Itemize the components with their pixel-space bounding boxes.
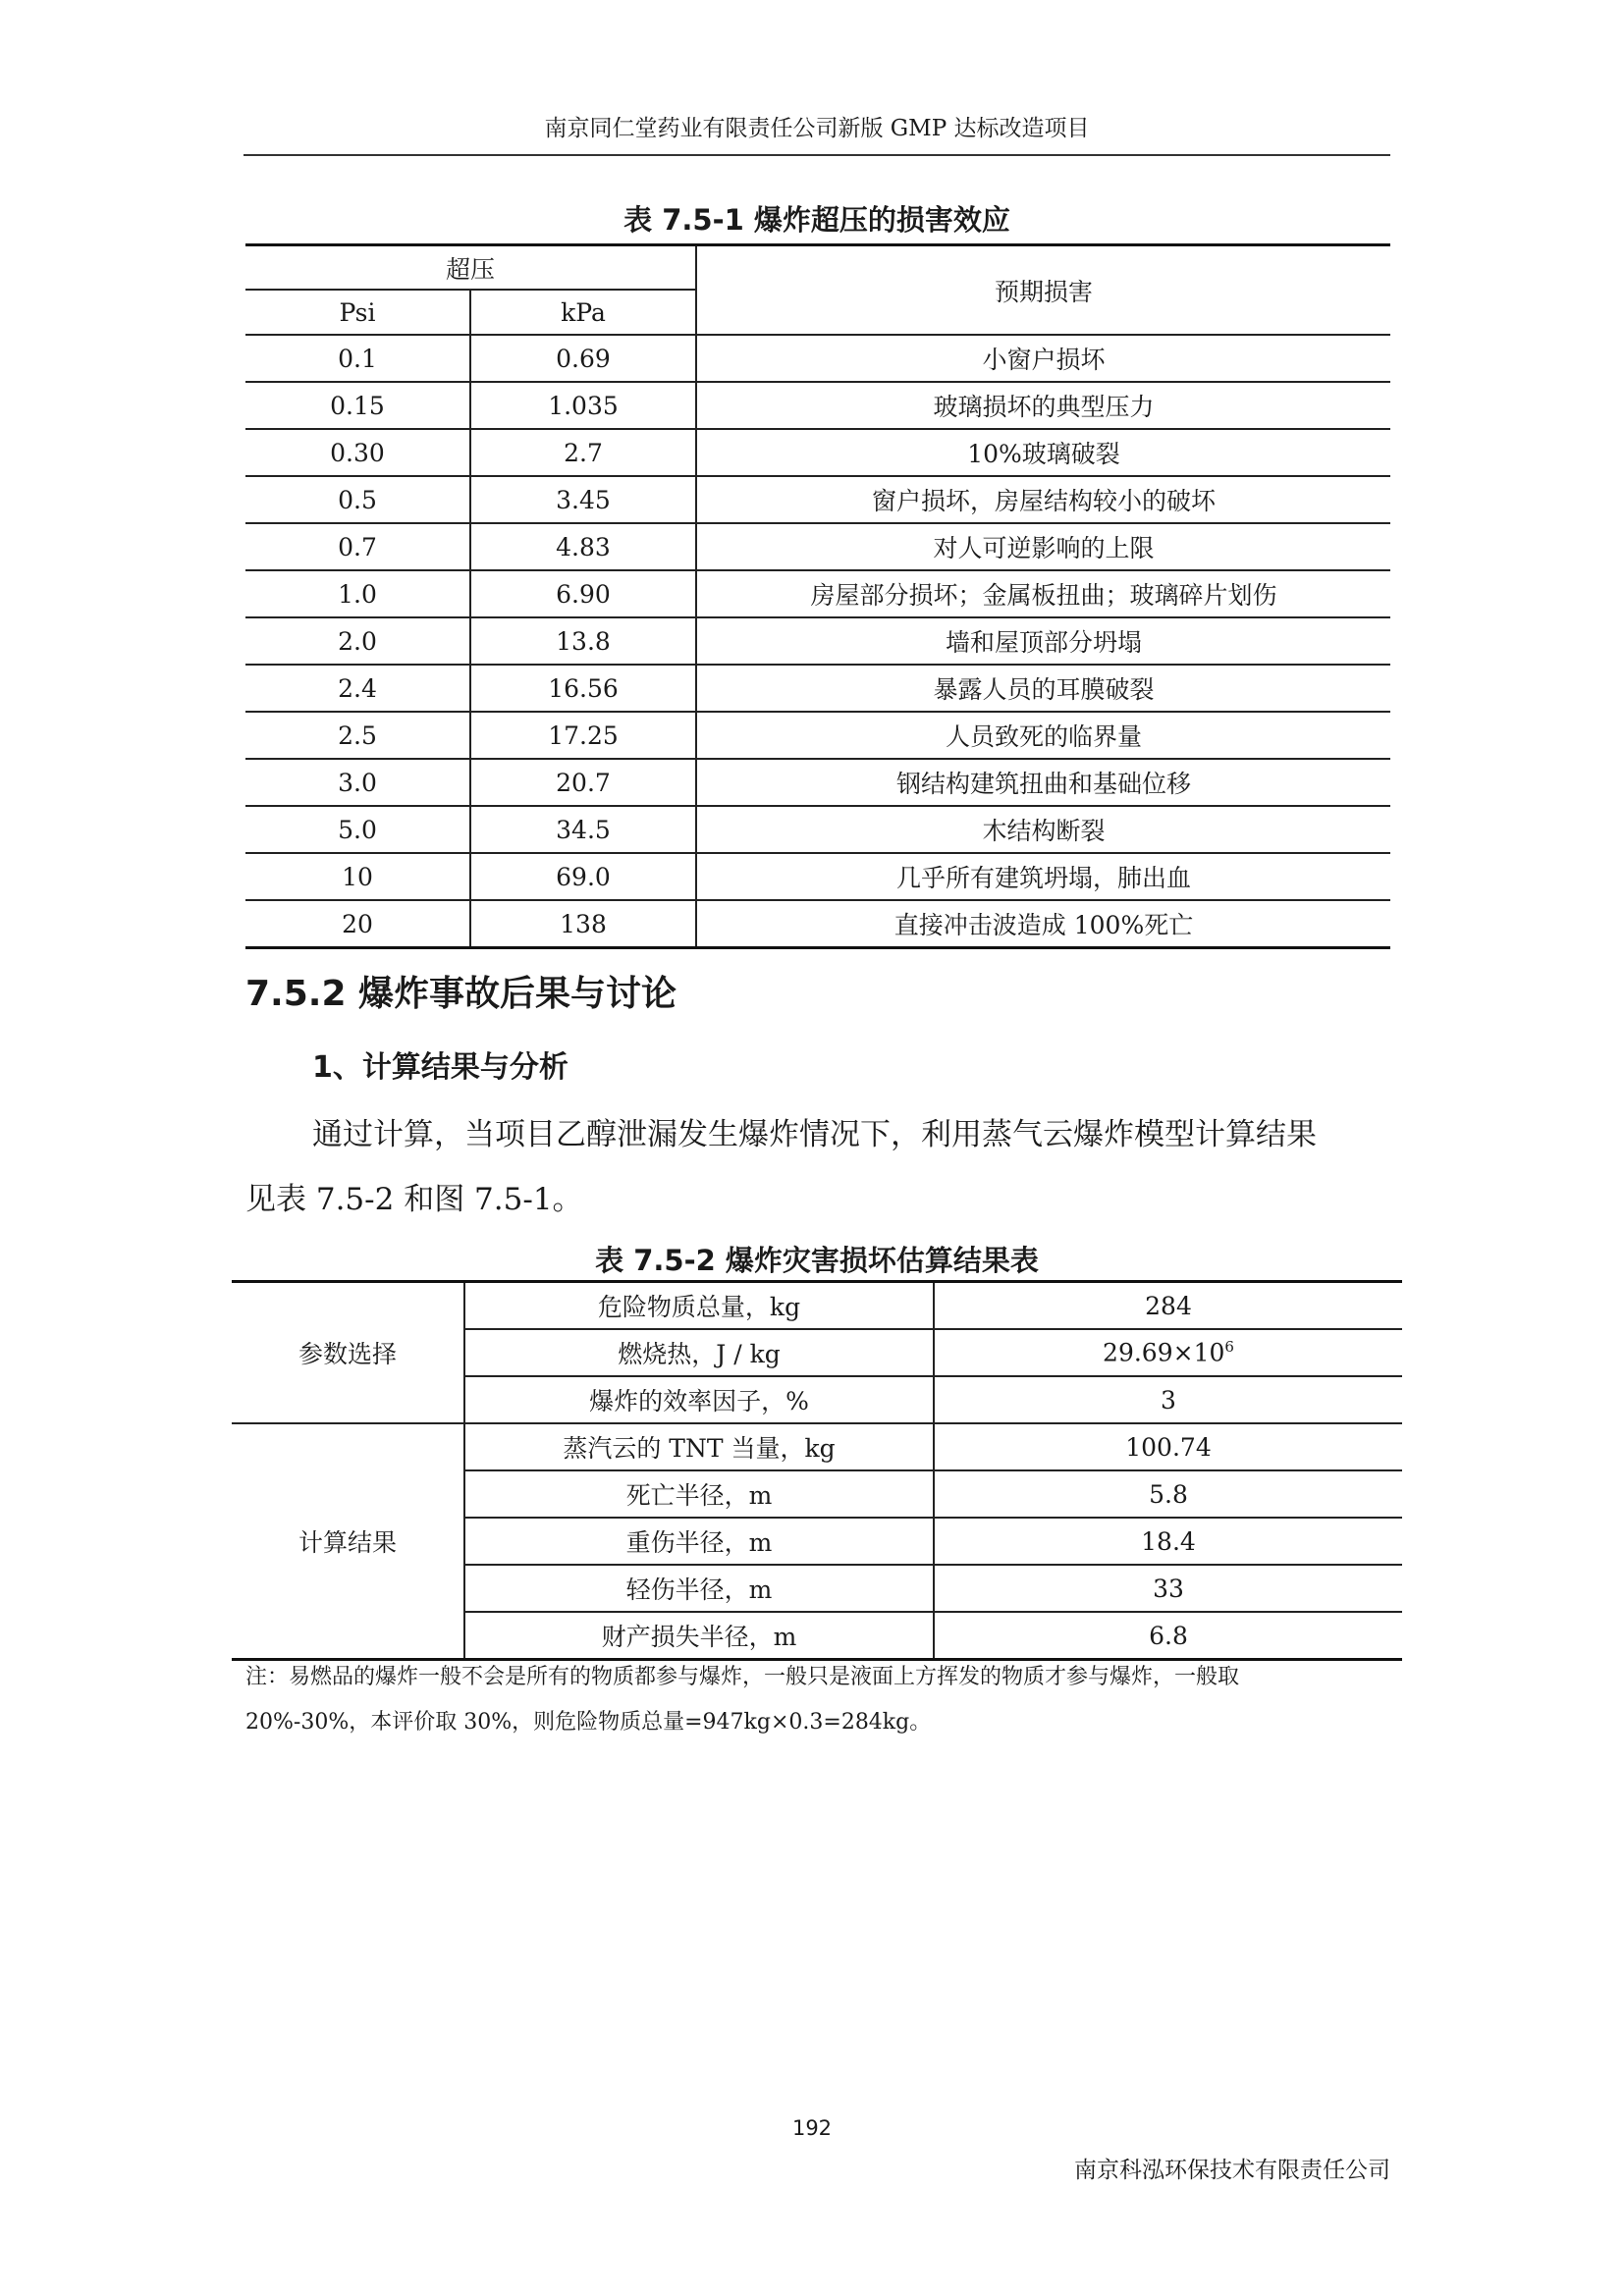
value-cell: 33 xyxy=(934,1565,1402,1612)
psi-cell: 0.30 xyxy=(245,429,470,476)
kpa-cell: 2.7 xyxy=(470,429,696,476)
header-expected-damage: 预期损害 xyxy=(696,245,1390,336)
param-cell: 爆炸的效率因子，% xyxy=(464,1376,934,1423)
subsection-heading: 1、计算结果与分析 xyxy=(312,1050,568,1085)
value-text: 29.69×10 xyxy=(1103,1338,1225,1367)
table-row xyxy=(245,382,1390,429)
psi-cell: 2.5 xyxy=(245,712,470,759)
kpa-cell: 0.69 xyxy=(470,335,696,382)
table-row xyxy=(245,900,1390,948)
table-note-line: 注：易燃品的爆炸一般不会是所有的物质都参与爆炸，一般只是液面上方挥发的物质才参与爆炸，一般取 xyxy=(245,1665,1240,1689)
table-row xyxy=(245,429,1390,476)
header-overpressure: 超压 xyxy=(245,245,696,291)
value-cell xyxy=(934,1329,1402,1376)
psi-cell: 0.7 xyxy=(245,523,470,570)
param-cell: 燃烧热，J / kg xyxy=(464,1329,934,1376)
table-row xyxy=(245,665,1390,712)
table-row xyxy=(245,476,1390,523)
damage-cell: 暴露人员的耳膜破裂 xyxy=(696,665,1390,712)
table-row xyxy=(245,759,1390,806)
psi-cell: 0.5 xyxy=(245,476,470,523)
table-row xyxy=(232,1423,1402,1470)
kpa-cell: 4.83 xyxy=(470,523,696,570)
kpa-cell: 1.035 xyxy=(470,382,696,429)
value-cell: 6.8 xyxy=(1149,1621,1188,1650)
page-footer: 南京科泓环保技术有限责任公司 xyxy=(1074,2158,1390,2183)
damage-cell: 房屋部分损坏；金属板扭曲；玻璃碎片划伤 xyxy=(696,570,1390,617)
explosion-damage-estimate-table xyxy=(232,1280,1402,1661)
param-cell: 财产损失半径，m xyxy=(464,1612,934,1660)
paragraph-line: 通过计算，当项目乙醇泄漏发生爆炸情况下，利用蒸气云爆炸模型计算结果 xyxy=(312,1117,1317,1152)
damage-cell: 几乎所有建筑坍塌，肺出血 xyxy=(696,853,1390,900)
section-heading: 7.5.2 爆炸事故后果与讨论 xyxy=(245,974,677,1014)
damage-cell: 人员致死的临界量 xyxy=(696,712,1390,759)
psi-cell: 2.0 xyxy=(245,617,470,665)
psi-cell: 0.15 xyxy=(245,382,470,429)
param-cell: 蒸汽云的 TNT 当量，kg xyxy=(464,1423,934,1470)
psi-cell: 2.4 xyxy=(245,665,470,712)
overpressure-damage-table xyxy=(245,243,1390,949)
value-cell: 284 xyxy=(934,1282,1402,1330)
value-cell: 3 xyxy=(934,1376,1402,1423)
damage-cell: 直接冲击波造成 100%死亡 xyxy=(893,911,1194,939)
header-psi: Psi xyxy=(245,290,470,335)
damage-cell: 墙和屋顶部分坍塌 xyxy=(696,617,1390,665)
damage-cell: 10%玻璃破裂 xyxy=(696,429,1390,476)
psi-cell: 10 xyxy=(245,853,470,900)
psi-cell: 3.0 xyxy=(245,759,470,806)
psi-cell: 5.0 xyxy=(245,806,470,853)
damage-cell: 木结构断裂 xyxy=(696,806,1390,853)
table-row xyxy=(232,1282,1402,1330)
page-header: 南京同仁堂药业有限责任公司新版 GMP 达标改造项目 xyxy=(244,110,1390,156)
group-calc-results: 计算结果 xyxy=(232,1423,464,1660)
psi-cell: 1.0 xyxy=(245,570,470,617)
table-row xyxy=(245,570,1390,617)
table-row xyxy=(245,523,1390,570)
kpa-cell: 34.5 xyxy=(470,806,696,853)
kpa-cell: 20.7 xyxy=(470,759,696,806)
page-number: 192 xyxy=(791,2116,833,2140)
value-cell: 5.8 xyxy=(934,1470,1402,1518)
kpa-cell: 17.25 xyxy=(470,712,696,759)
kpa-cell: 3.45 xyxy=(470,476,696,523)
psi-cell: 20 xyxy=(245,900,470,948)
table-note-line: 20%-30%，本评价取 30%，则危险物质总量=947kg×0.3=284kg。 xyxy=(245,1710,932,1735)
damage-cell: 小窗户损坏 xyxy=(696,335,1390,382)
damage-cell: 对人可逆影响的上限 xyxy=(696,523,1390,570)
group-param-selection: 参数选择 xyxy=(232,1282,464,1424)
table1-caption: 表 7.5-1 爆炸超压的损害效应 xyxy=(623,203,1010,237)
param-cell: 重伤半径，m xyxy=(464,1518,934,1565)
table-row xyxy=(245,712,1390,759)
param-cell: 轻伤半径，m xyxy=(464,1565,934,1612)
kpa-cell: 138 xyxy=(470,900,696,948)
table-row xyxy=(245,853,1390,900)
kpa-cell: 6.90 xyxy=(470,570,696,617)
table-row xyxy=(245,335,1390,382)
value-cell: 100.74 xyxy=(934,1423,1402,1470)
value-exponent: 6 xyxy=(1224,1338,1234,1357)
table-row xyxy=(245,617,1390,665)
table-row xyxy=(245,806,1390,853)
param-cell: 死亡半径，m xyxy=(464,1470,934,1518)
psi-cell: 0.1 xyxy=(245,335,470,382)
damage-cell: 钢结构建筑扭曲和基础位移 xyxy=(696,759,1390,806)
paragraph-line: 见表 7.5-2 和图 7.5-1。 xyxy=(245,1182,583,1217)
header-kpa: kPa xyxy=(470,290,696,335)
table2-caption: 表 7.5-2 爆炸灾害损坏估算结果表 xyxy=(595,1244,1039,1277)
value-cell: 18.4 xyxy=(934,1518,1402,1565)
kpa-cell: 16.56 xyxy=(470,665,696,712)
kpa-cell: 69.0 xyxy=(470,853,696,900)
kpa-cell: 13.8 xyxy=(470,617,696,665)
damage-cell: 玻璃损坏的典型压力 xyxy=(696,382,1390,429)
param-cell: 危险物质总量，kg xyxy=(464,1282,934,1330)
damage-cell: 窗户损坏，房屋结构较小的破坏 xyxy=(696,476,1390,523)
